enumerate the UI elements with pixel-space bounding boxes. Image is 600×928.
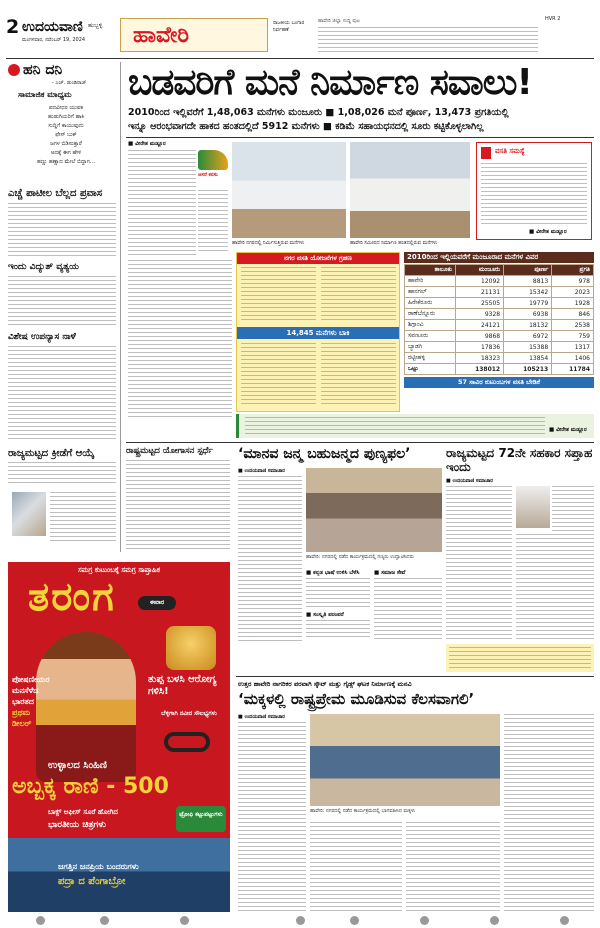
ad-right-text-2: ಬೆಳ್ಳಿಗಾಗಿ ನವೀನ ಸೌಲಭ್ಯಗಳು [161, 710, 217, 717]
registration-mark [100, 916, 109, 925]
urban-housing-col3 [241, 343, 316, 407]
table-row [405, 320, 594, 331]
ad-left-line: ಪ್ರಥಮ [12, 708, 31, 717]
left-story-body-3 [8, 346, 116, 442]
poem-line: ಫೇಸ್ ಬುಕ್ [55, 132, 77, 138]
lead-author: ■ ವೀರೇಶ ಮಡ್ಲೂರ [128, 141, 166, 147]
table-row [405, 353, 594, 364]
table-row [405, 309, 594, 320]
coop-headline: ರಾಜ್ಯಮಟ್ಟದ 72ನೇ ಸಹಕಾರ ಸಪ್ತಾಹ ಇಂದು [446, 446, 593, 474]
urban-housing-box [236, 252, 400, 412]
ad-left-line: ಪೋಷಣೀಯರ [12, 675, 50, 684]
patriot-body-col2 [310, 822, 402, 912]
table-row [405, 276, 594, 287]
table-taluk-cell: ರಟ್ಟೀಹಳ್ಳಿ [405, 353, 456, 364]
table-value-cell: 978 [552, 276, 594, 287]
lead-body-col2 [198, 190, 228, 252]
poem-line: ಹಣ್ಣು ಹಣ್ಣಾದ ಮೇಲೆ ಬಿದ್ದಾಗ... [36, 159, 96, 165]
table-value-cell: 12092 [456, 276, 504, 287]
ad-bottom-1: ಜಗತ್ತಿನ ಜನಪ್ರಿಯ ಬಂದರುಗಳು [58, 862, 139, 871]
sanction-table [404, 264, 594, 375]
poem-line: ಅದಕ್ಕೆ ಈಗ ಹೇಳಿ [50, 150, 82, 156]
housing-photo-2 [350, 142, 470, 238]
lead-body-col3 [128, 260, 232, 420]
left-story-body-1 [8, 203, 116, 257]
registration-mark [350, 916, 359, 925]
ad-left-line: ಭಾರತದ [12, 697, 34, 706]
ad-badge: ಈವಾರ [138, 596, 176, 610]
table-value-cell: 13854 [504, 353, 552, 364]
taranga-ad[interactable] [8, 562, 230, 912]
coop-body-col3 [516, 534, 594, 642]
patriot-body-col4 [504, 714, 594, 912]
table-value-cell: 2023 [552, 287, 594, 298]
section-title: ಹಾವೇರಿ [133, 23, 189, 48]
column-divider [120, 62, 121, 552]
punya-bullet-3: ■ ಸಮಾಜ ಸೇವೆ [374, 570, 406, 576]
green-note-box [236, 414, 594, 438]
section-banner [120, 18, 268, 52]
page-number: 2 [6, 16, 20, 38]
table-header-cell: ಮಂಜೂರು [456, 265, 504, 276]
table-taluk-cell: ಹಾವೇರಿ [405, 276, 456, 287]
lead-headline: ಬಡವರಿಗೆ ಮನೆ ನಿರ್ಮಾಣ ಸವಾಲು! [128, 62, 532, 103]
punya-body-col1 [238, 476, 302, 642]
punya-bullet-1: ■ ಕನ್ನಡ ಭಾಷೆ ಉಳಿಸಿ ಬೆಳೆಸಿ [306, 570, 360, 576]
housing-photo-1 [232, 142, 346, 238]
table-header-row [405, 265, 594, 276]
top-right-brief [318, 18, 538, 52]
poem-body [26, 104, 106, 167]
ad-row1-right: ಭಾರತೀಯ ಚಿತ್ರಗಳು [48, 820, 107, 830]
housing-photo-1-caption: ಹಾವೇರಿ ನಗರದಲ್ಲಿ ನಿರ್ಮಿಸುತ್ತಿರುವ ಮನೆಗಳು [232, 240, 305, 246]
paper-name: ಉದಯವಾಣಿ [22, 19, 83, 35]
table-header-cell: ತಾಲೂಕು [405, 265, 456, 276]
issue-date: ಮಂಗಳವಾರ, ನವೆಂಬರ್ 19, 2024 [22, 37, 86, 43]
left-story-body-2 [8, 276, 116, 328]
bottom-rule [236, 676, 594, 677]
poem-line: ಸುದ್ದಿಗೆ ಕಾಯುವುದು [48, 123, 84, 129]
registration-mark [296, 916, 305, 925]
punya-photo-caption: ಹಾವೇರಿ: ನಗರದಲ್ಲಿ ನಡೆದ ಕಾರ್ಯಕ್ರಮದಲ್ಲಿ ಗಣ್ಯರು ಉದ್ಘಾಟಿಸಿದರು [306, 554, 414, 560]
asare-logo-text: ಆಸರೆ ಕನಸು [198, 172, 218, 178]
table-value-cell: 18132 [504, 320, 552, 331]
poem-line: ಪದವೀಧರ ಯುವಕ [48, 105, 84, 111]
table-taluk-cell: ಒಟ್ಟು [405, 364, 456, 375]
punya-headline: ‘ಮಾನವ ಜನ್ಮ ಬಹುಜನ್ಮದ ಪುಣ್ಯಫಲ’ [238, 446, 411, 462]
coop-highlight [446, 644, 594, 672]
edition-code: HVR 2 [545, 16, 561, 22]
urban-housing-box-title: ನಗರ ವಸತಿ ಯೋಜನೆಗಳ ಗ್ರಹಣ [237, 253, 399, 264]
coop-bureau: ■ ಉದಯವಾಣಿ ಸಮಾಚಾರ [446, 478, 493, 484]
left-story-body-4 [8, 462, 116, 484]
ad-left-line: ಡೀಲರ್ [12, 719, 32, 728]
registration-mark [490, 916, 499, 925]
table-value-cell: 11784 [552, 364, 594, 375]
sidebar-box-author: ■ ವೀರೇಶ ಮಡ್ಲೂರ [529, 229, 567, 235]
table-body [405, 276, 594, 375]
city-name: ಹುಬ್ಬಳ್ಳಿ [88, 22, 103, 29]
left-story-headline-3: ವಿಶೇಷ ಉಪನ್ಯಾಸ ನಾಳೆ [8, 332, 76, 342]
yoga-body [126, 460, 230, 552]
table-taluk-cell: ಸವಣೂರು [405, 331, 456, 342]
ad-title: ತರಂಗ [28, 574, 116, 620]
asare-logo [198, 150, 228, 186]
table-row [405, 298, 594, 309]
table-value-cell: 25505 [456, 298, 504, 309]
punya-bullet-1-body [306, 578, 370, 608]
masthead-side-note: ರಾಜಕೀಯ ಬಂಗಾರ ನಿರ್ವಹಣೆ [273, 20, 305, 33]
table-row [405, 342, 594, 353]
table-value-cell: 1928 [552, 298, 594, 309]
drop-icon [8, 64, 20, 76]
table-value-cell: 1317 [552, 342, 594, 353]
green-note-body [245, 417, 545, 435]
punya-bullet-2: ■ ಸಂಸ್ಕೃತಿ ಪರಂಪರೆ [306, 612, 344, 618]
patriot-bureau: ■ ಉದಯವಾಣಿ ಸಮಾಚಾರ [238, 714, 285, 720]
table-value-cell: 19779 [504, 298, 552, 309]
table-value-cell: 759 [552, 331, 594, 342]
patriot-body-col1 [238, 722, 306, 912]
ad-row1-left: ಬಾಕ್ಸ್ ಆಫೀಸ್ ಸೂರೆ ಹೋಗಿದ [48, 808, 118, 816]
table-value-cell: 15342 [504, 287, 552, 298]
ad-top-line: ಸಮಗ್ರ ಕುಟುಂಬಕ್ಕೆ ಸಮಗ್ರ ಸಾಪ್ತಾಹಿಕ [77, 566, 161, 574]
ad-bottom-2: ಪದ್ರಾ ದ ಪೆಂಗಾಬ್ರೋ [58, 876, 126, 887]
housing-photo-2-caption: ಹಾವೇರಿ ಸಮೀಪದ ನಿರ್ಮಾಣ ಹಂತದಲ್ಲಿರುವ ಮನೆಗಳು [350, 240, 438, 246]
table-taluk-cell: ರಾಣೆಬೆನ್ನೂರು [405, 309, 456, 320]
patriot-photo [310, 714, 500, 806]
left-story-headline-4: ರಾಜ್ಯಮಟ್ಟದ ಕ್ರೀಡೆಗೆ ಆಯ್ಕೆ [8, 448, 95, 459]
lead-rule [126, 137, 594, 138]
registration-mark [180, 916, 189, 925]
table-taluk-cell: ಬ್ಯಾಡಗಿ [405, 342, 456, 353]
poem-line: ಹುಡುಗಿಯರಿಗೆ ಹಾಕಿ [48, 114, 84, 120]
patriot-headline: ‘ಮಕ್ಕಳಲ್ಲಿ ರಾಷ್ಟ್ರಪ್ರೇಮ ಮೂಡಿಸುವ ಕೆಲಸವಾಗಲಿ’ [238, 690, 475, 708]
table-value-cell: 24121 [456, 320, 504, 331]
table-title: 2010ರಿಂದ ಇಲ್ಲಿಯವರೆಗೆ ಮಂಜೂರಾದ ಮನೆಗಳ ವಿವರ [404, 252, 594, 263]
table-value-cell: 15388 [504, 342, 552, 353]
hani-dani-byline: - ಎಚ್. ಡುಂಡಿರಾಜ್ [52, 80, 87, 86]
ad-left-line: ಮನಸೆಳೆದ [12, 686, 39, 695]
ad-trophy-badge: ಟ್ರೋಫಿ ಕಟ್ಟುಪಟ್ಟುಗಳು [176, 806, 226, 832]
left-story-headline-1: ಎಚ್ಚೆ ಪಾಟೀಲ ಬೆಲ್ಲದ ಪ್ರವಾಸ [8, 188, 103, 199]
ad-right-text-1: ತುಪ್ಪ ಬಳಸಿ ಆರೋಗ್ಯ ಗಳಿಸಿ! [148, 674, 217, 697]
table-value-cell: 9328 [456, 309, 504, 320]
ghee-jar-image [166, 626, 216, 670]
registration-mark [36, 916, 45, 925]
patriot-photo-caption: ಹಾವೇರಿ: ನಗರದಲ್ಲಿ ನಡೆದ ಕಾರ್ಯಕ್ರಮದಲ್ಲಿ ಭಾಗವಹಿಸಿದ ಮಕ್ಕಳು [310, 808, 416, 814]
table-value-cell: 17836 [456, 342, 504, 353]
top-right-lines [318, 27, 538, 53]
coop-portrait [516, 486, 550, 528]
table-taluk-cell: ಹಾನಗಲ್ [405, 287, 456, 298]
sidebar-box-body [481, 163, 587, 227]
table-taluk-cell: ಶಿಗ್ಗಾಂವಿ [405, 320, 456, 331]
ad-big-title: ಅಬ್ಬಕ್ಕ ರಾಣಿ - 500 [12, 774, 169, 799]
poem-title: ಸಾಮಾಜಿಕ ಮಾಧ್ಯಮ [18, 90, 72, 99]
mid-rule [126, 442, 594, 443]
green-note-author: ■ ವೀರೇಶ ಮಡ್ಲೂರ [549, 427, 587, 433]
table-taluk-cell: ಹಿರೇಕೆರೂರು [405, 298, 456, 309]
bar-chart-icon [481, 147, 491, 159]
table-value-cell: 846 [552, 309, 594, 320]
hani-dani-box [8, 64, 116, 182]
table-value-cell: 21131 [456, 287, 504, 298]
sanction-table-box [404, 252, 594, 412]
registration-mark [560, 916, 569, 925]
punya-bureau: ■ ಉದಯವಾಣಿ ಸಮಾಚಾರ [238, 468, 285, 474]
punya-photo [306, 468, 442, 552]
coop-body-col1 [446, 486, 512, 642]
ad-subtitle: ಉಳ್ಳಾಲದ ಸಿಂಹಿಣಿ [48, 760, 107, 771]
punya-body-col3 [374, 578, 442, 642]
left-story-body-5 [50, 492, 116, 544]
hani-dani-title: ಹನಿ ದನಿ [23, 62, 63, 78]
sidebar-box-header: ವಸತಿ ಸಮಸ್ಯೆ [495, 147, 525, 155]
table-header-cell: ಪ್ರಗತಿ [552, 265, 594, 276]
lead-subheadline-1: 2010ರಿಂದ ಇಲ್ಲಿವರೆಗೆ 1,48,063 ಮನೆಗಳು ಮಂಜೂರು ■ 1,08,026 ಮನೆ ಪೂರ್ಣ, 13,473 ಪ್ರಗತಿಯಲ್ಲಿ [128, 107, 509, 118]
table-row [405, 287, 594, 298]
poem-line: ಜಗಳ ಬಿಡಿಸುತ್ತಾರೆ [50, 141, 82, 147]
yoga-headline: ರಾಷ್ಟ್ರಮಟ್ಟದ ಯೋಗಾಸನ ಸ್ಪರ್ಧೆ [126, 446, 213, 456]
table-value-cell: 8813 [504, 276, 552, 287]
table-value-cell: 6938 [504, 309, 552, 320]
punya-bullet-2-body [306, 620, 370, 640]
table-row [405, 331, 594, 342]
coop-highlight-body [449, 647, 591, 669]
table-value-cell: 2538 [552, 320, 594, 331]
ad-left-text [12, 674, 52, 729]
print-marks [0, 914, 600, 928]
table-header-cell: ಪೂರ್ಣ [504, 265, 552, 276]
sidebar-box [476, 142, 592, 240]
bracelet-image [164, 732, 210, 752]
table-value-cell: 18323 [456, 353, 504, 364]
patriot-body-col3 [406, 822, 500, 912]
table-value-cell: 9868 [456, 331, 504, 342]
table-value-cell: 138012 [456, 364, 504, 375]
table-value-cell: 105213 [504, 364, 552, 375]
house-icon [198, 150, 228, 170]
masthead-rule [6, 58, 594, 59]
patriot-kicker: ಉತ್ತರ ಹಾವೇರಿ ನಾಗರಿಕರ ಪರವಾಗಿ ಸ್ಕೌಟ್ ಮತ್ತು ಗೈಡ್ಸ್ ಘಟಕ ನಿರ್ಮಾಣಕ್ಕೆ ಮನವಿ [238, 680, 412, 688]
table-value-cell: 6972 [504, 331, 552, 342]
ad-port-image [8, 838, 230, 912]
housing-pending-banner: 14,845 ಮನೆಗಳು ಬಾಕಿ [237, 327, 399, 339]
top-right-text: ಹಾವೇರಿ ಜಿಲ್ಲಾ ಸುದ್ದಿ ಪುಟ [318, 18, 360, 24]
coop-body-col2 [552, 486, 594, 532]
lead-body-col1 [128, 150, 196, 258]
table-row [405, 364, 594, 375]
urban-housing-col1 [241, 267, 316, 323]
left-story-headline-2: ಇಂದು ವಿದ್ಯುತ್ ವ್ಯತ್ಯಯ [8, 262, 79, 272]
registration-mark [420, 916, 429, 925]
urban-housing-col4 [321, 343, 396, 407]
urban-housing-col2 [321, 267, 396, 323]
athlete-photo [12, 492, 46, 536]
table-value-cell: 1406 [552, 353, 594, 364]
table-footer: 57 ಸಾವಿರ ಕುಟುಂಬಗಳ ವಸತಿ ಬೇಡಿಕೆ [404, 377, 594, 388]
lead-subheadline-2: ಇನ್ನೂ ಆರಂಭವಾಗದೇ ಹಾಕದ ಹಂತದಲ್ಲಿದೆ 5912 ಮನೆಗಳು ■ ಕಡಿಮೆ ಸಹಾಯಧನದಲ್ಲಿ ಸೂರು ಕಟ್ಟಿಕೊಳ್ಳಲಾಗಿಲ್ಲ [128, 121, 484, 132]
